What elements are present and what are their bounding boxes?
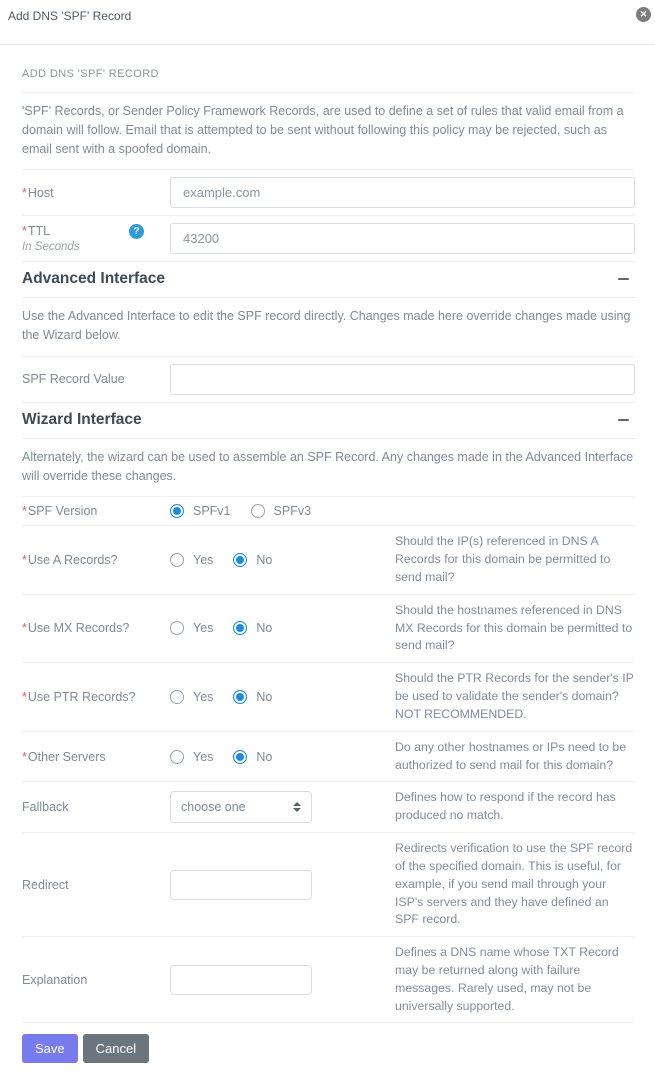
advanced-description: Use the Advanced Interface to edit the SPF record directly. Changes made here override changes made using the Wizard below. <box>22 298 635 357</box>
yes-radio[interactable] <box>170 621 184 635</box>
spfv1-radio[interactable] <box>170 504 184 518</box>
yes-radio[interactable] <box>170 750 184 764</box>
spf-version-row <box>22 497 635 526</box>
button-row <box>22 1023 635 1074</box>
required-marker: * <box>22 689 27 704</box>
wizard-section-title: Wizard Interface <box>22 410 142 428</box>
explanation-control <box>170 965 395 995</box>
other-servers-description: Do any other hostnames or IPs need to be authorized to send mail for this domain? <box>395 739 627 772</box>
cancel-button[interactable]: Cancel <box>83 1034 149 1063</box>
spf-version-radios <box>170 504 635 518</box>
redirect-label: Redirect <box>22 877 69 892</box>
yes-radio[interactable] <box>170 553 184 567</box>
spfv3-radio-label[interactable]: SPFv3 <box>273 504 312 519</box>
use-a-records-label <box>22 553 170 567</box>
required-marker: * <box>22 185 27 200</box>
use-ptr-records-description: Should the PTR Records for the sender's IP be used to validate the sender's domain? NOT RECOMMENDED. <box>395 671 634 721</box>
use-mx-records-label <box>22 621 170 635</box>
use-a-records-label-text: Use A Records? <box>27 552 118 567</box>
ttl-control <box>170 223 635 254</box>
spf-version-label-text: SPF Version <box>27 504 98 519</box>
no-radio[interactable] <box>233 750 247 764</box>
use-ptr-records-label <box>22 690 170 704</box>
spfv3-radio[interactable] <box>251 504 265 518</box>
required-marker: * <box>22 621 27 636</box>
help-icon[interactable]: ? <box>129 224 144 239</box>
required-marker: * <box>22 749 27 764</box>
modal-title: Add DNS 'SPF' Record <box>8 9 132 23</box>
ttl-label <box>22 224 170 253</box>
required-marker: * <box>22 552 27 567</box>
host-label-text: Host <box>27 185 54 200</box>
wizard-section-header <box>22 403 635 439</box>
use-ptr-records-row <box>22 663 635 731</box>
advanced-section-title: Advanced Interface <box>22 270 165 288</box>
host-label <box>22 186 170 200</box>
fallback-row <box>22 782 635 833</box>
no-radio[interactable] <box>233 690 247 704</box>
modal-header <box>0 0 655 45</box>
explanation-description: Defines a DNS name whose TXT Record may be returned along with failure messages. Rarely used, may not be universally supported. <box>395 945 619 1013</box>
no-radio-label[interactable]: No <box>256 689 273 704</box>
redirect-input[interactable] <box>170 870 312 900</box>
yes-radio[interactable] <box>170 690 184 704</box>
form-heading: ADD DNS 'SPF' RECORD <box>22 45 635 93</box>
ttl-row <box>22 216 635 262</box>
spfv1-radio-label[interactable]: SPFv1 <box>193 504 231 519</box>
use-a-records-row <box>22 526 635 594</box>
yes-radio-label[interactable]: Yes <box>193 689 214 704</box>
wizard-description: Alternately, the wizard can be used to assemble an SPF Record. Any changes made in the Advanced Interface will override these changes. <box>22 439 635 498</box>
host-control <box>170 177 635 208</box>
explanation-row <box>22 937 635 1023</box>
yes-radio-label[interactable]: Yes <box>193 552 214 567</box>
no-radio-label[interactable]: No <box>256 621 273 636</box>
redirect-row <box>22 833 635 937</box>
fallback-select[interactable] <box>170 791 312 823</box>
spf-version-label <box>22 504 170 518</box>
required-marker: * <box>22 504 27 519</box>
fallback-label: Fallback <box>22 800 69 815</box>
spf-record-value-row <box>22 357 635 403</box>
use-ptr-records-radios <box>170 690 395 704</box>
ttl-sublabel: In Seconds <box>22 241 80 254</box>
intro-text: 'SPF' Records, or Sender Policy Framework Records, are used to define a set of rules that valid email from a domain will follow. Email that is attempted to be sent without following this policy may be rejected, such as email sent with a spoofed domain. <box>22 93 635 170</box>
required-marker: * <box>22 224 27 239</box>
host-input[interactable] <box>170 177 635 208</box>
explanation-input[interactable] <box>170 965 312 995</box>
other-servers-label-text: Other Servers <box>27 749 106 764</box>
no-radio-label[interactable]: No <box>256 749 273 764</box>
close-icon[interactable]: ✕ <box>636 7 651 22</box>
redirect-control <box>170 870 395 900</box>
spf-record-value-control <box>170 364 635 395</box>
ttl-label-text: TTL <box>27 224 51 239</box>
spf-record-value-input[interactable] <box>170 364 635 395</box>
use-mx-records-row <box>22 595 635 663</box>
advanced-section-header <box>22 262 635 298</box>
other-servers-row <box>22 732 635 783</box>
use-a-records-description: Should the IP(s) referenced in DNS A Records for this domain be permitted to send mail? <box>395 534 611 584</box>
use-ptr-records-label-text: Use PTR Records? <box>27 689 136 704</box>
use-a-records-radios <box>170 553 395 567</box>
host-row <box>22 170 635 216</box>
collapse-icon[interactable] <box>618 278 629 280</box>
use-mx-records-description: Should the hostnames referenced in DNS MX Records for this domain be permitted to send mail? <box>395 602 633 653</box>
yes-radio-label[interactable]: Yes <box>193 621 214 636</box>
fallback-description: Defines how to respond if the record has produced no match. <box>395 790 616 823</box>
collapse-icon[interactable] <box>618 419 629 421</box>
other-servers-radios <box>170 750 395 764</box>
use-mx-records-label-text: Use MX Records? <box>27 621 130 636</box>
form-card <box>0 45 655 1074</box>
ttl-input[interactable] <box>170 223 635 254</box>
fallback-control <box>170 791 395 823</box>
yes-radio-label[interactable]: Yes <box>193 749 214 764</box>
use-mx-records-radios <box>170 621 395 635</box>
select-arrows-icon <box>293 802 301 812</box>
other-servers-label <box>22 750 170 764</box>
redirect-description: Redirects verification to use the SPF record of the specified domain. This is useful, for example, if you send mail through your ISP's servers and they have defined an SPF record. <box>395 841 633 927</box>
save-button[interactable]: Save <box>22 1034 78 1063</box>
explanation-label: Explanation <box>22 972 88 987</box>
fallback-select-value: choose one <box>181 800 246 815</box>
no-radio-label[interactable]: No <box>256 552 273 567</box>
no-radio[interactable] <box>233 621 247 635</box>
no-radio[interactable] <box>233 553 247 567</box>
spf-record-value-label: SPF Record Value <box>22 372 125 387</box>
